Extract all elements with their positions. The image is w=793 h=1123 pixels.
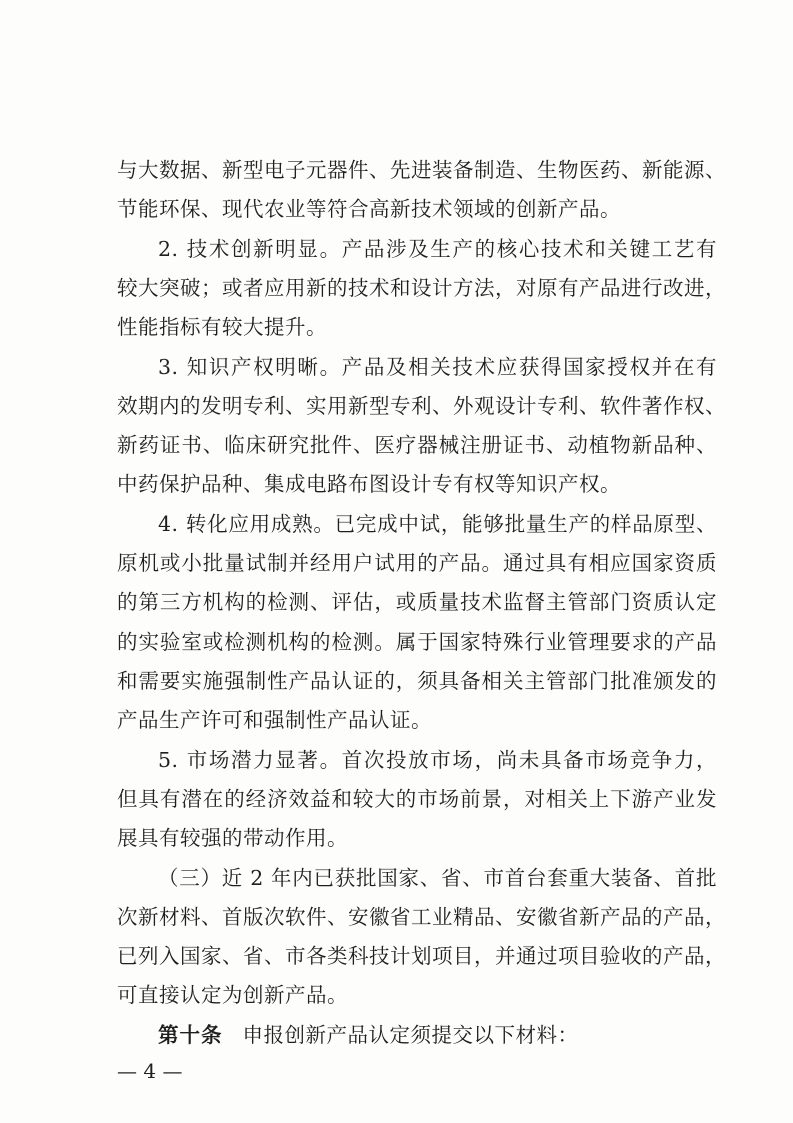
body-line: 效期内的发明专利、实用新型专利、外观设计专利、软件著作权、 [117, 394, 726, 418]
body-line: 已列入国家、省、市各类科技计划项目，并通过项目验收的产品， [117, 944, 726, 968]
body-line: 展具有较强的带动作用。 [117, 826, 348, 850]
body-line: 产品生产许可和强制性产品认证。 [117, 708, 432, 732]
body-line: 原机或小批量试制并经用户试用的产品。通过具有相应国家资质 [117, 551, 717, 575]
body-line: 但具有潜在的经济效益和较大的市场前景，对相关上下游产业发 [117, 787, 717, 811]
body-line: 性能指标有较大提升。 [117, 315, 327, 339]
page-number: — 4 — [117, 1059, 183, 1083]
body-line: 次新材料、首版次软件、安徽省工业精品、安徽省新产品的产品， [117, 905, 726, 929]
body-line: 与大数据、新型电子元器件、先进装备制造、生物医药、新能源、 [117, 158, 726, 182]
body-line: 5. 市场潜力显著。首次投放市场，尚未具备市场竞争力， [158, 748, 717, 772]
body-line: 的实验室或检测机构的检测。属于国家特殊行业管理要求的产品 [117, 630, 717, 654]
body-line: 较大突破；或者应用新的技术和设计方法，对原有产品进行改进， [117, 276, 726, 300]
body-line: 4. 转化应用成熟。已完成中试，能够批量生产的样品原型、 [158, 512, 717, 536]
body-line: 新药证书、临床研究批件、医疗器械注册证书、动植物新品种、 [117, 433, 717, 457]
body-line: 的第三方机构的检测、评估，或质量技术监督主管部门资质认定 [117, 590, 717, 614]
article-label: 第十条 [158, 1023, 223, 1047]
body-line: （三）近 2 年内已获批国家、省、市首台套重大装备、首批 [158, 866, 717, 890]
body-line: 3. 知识产权明晰。产品及相关技术应获得国家授权并在有 [158, 355, 717, 379]
article-text: 申报创新产品认定须提交以下材料： [242, 1023, 579, 1047]
body-line: 可直接认定为创新产品。 [117, 983, 348, 1007]
body-line: 节能环保、现代农业等符合高新技术领域的创新产品。 [117, 197, 621, 221]
body-line: 2. 技术创新明显。产品涉及生产的核心技术和关键工艺有 [158, 237, 717, 261]
article-heading [158, 1020, 717, 1050]
body-line: 和需要实施强制性产品认证的，须具备相关主管部门批准颁发的 [117, 669, 717, 693]
body-line: 中药保护品种、集成电路布图设计专有权等知识产权。 [117, 472, 621, 496]
